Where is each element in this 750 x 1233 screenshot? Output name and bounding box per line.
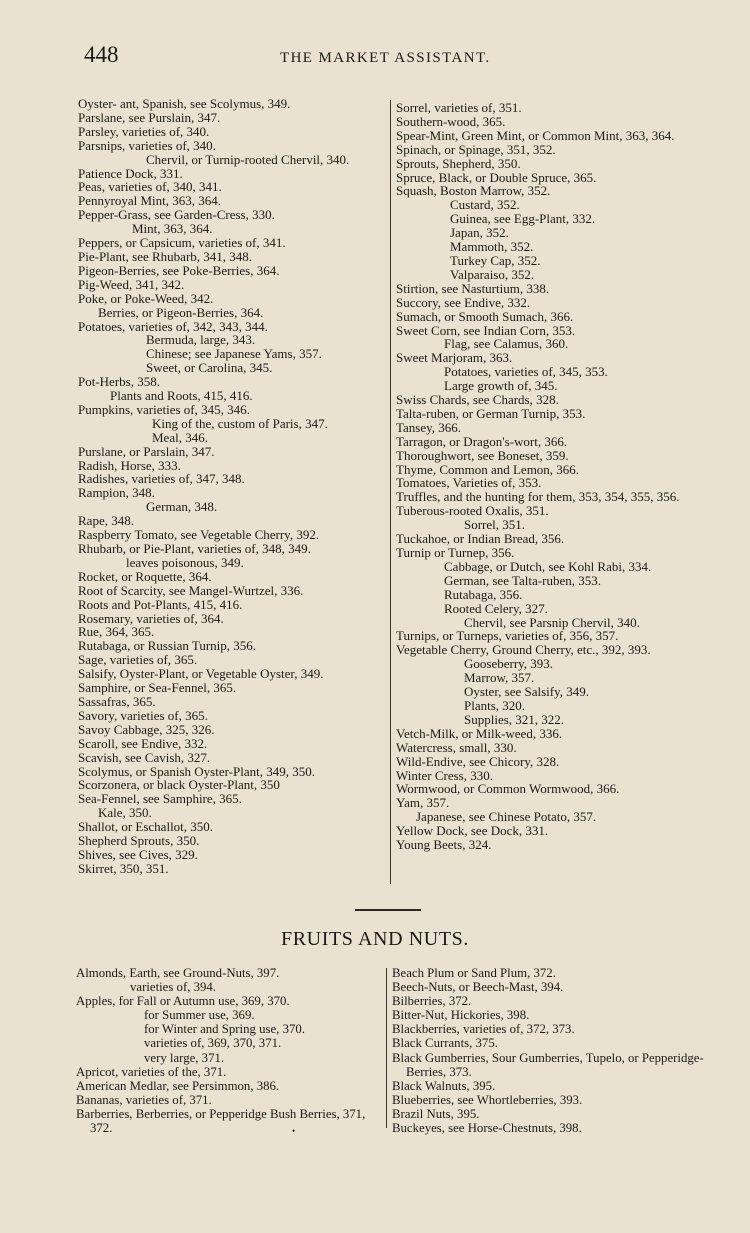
index-entry: Parslane, see Purslain, 347. bbox=[78, 109, 221, 125]
index-entry: Samphire, or Sea-Fennel, 365. bbox=[78, 680, 237, 696]
index-entry: Roots and Pot-Plants, 415, 416. bbox=[78, 596, 243, 612]
index-entry: Almonds, Earth, see Ground-Nuts, 397. bbox=[76, 966, 280, 980]
index-entry: Custard, 352. bbox=[450, 197, 520, 213]
index-entry: Savoy Cabbage, 325, 326. bbox=[78, 721, 215, 737]
index-entry: Rue, 364, 365. bbox=[78, 624, 155, 640]
index-entry: for Summer use, 369. bbox=[144, 1008, 255, 1023]
index-entry: Kale, 350. bbox=[98, 805, 152, 821]
index-entry: Sorrel, 351. bbox=[464, 517, 526, 533]
index-entry: Chinese; see Japanese Yams, 357. bbox=[146, 346, 322, 362]
index-entry: Yam, 357. bbox=[396, 795, 450, 811]
index-entry: varieties of, 369, 370, 371. bbox=[144, 1036, 282, 1051]
index-entry: Rutabaga, or Russian Turnip, 356. bbox=[78, 638, 257, 654]
index-entry: Rooted Celery, 327. bbox=[444, 600, 548, 616]
index-entry: Cabbage, or Dutch, see Kohl Rabi, 334. bbox=[444, 558, 652, 574]
index-entry: Pig-Weed, 341, 342. bbox=[78, 276, 185, 292]
index-entry: Tansey, 366. bbox=[396, 419, 462, 435]
index-entry: Sweet, or Carolina, 345. bbox=[146, 360, 273, 376]
index-entry: Scolymus, or Spanish Oyster-Plant, 349, 350. bbox=[78, 763, 315, 779]
index-entry: Spear-Mint, Green Mint, or Common Mint, 363, 364. bbox=[396, 127, 675, 143]
index-entry: Sorrel, varieties of, 351. bbox=[396, 100, 522, 115]
index-entry: Vetch-Milk, or Milk-weed, 336. bbox=[396, 725, 563, 741]
index-entry: Blueberries, see Whortleberries, 393. bbox=[392, 1092, 583, 1107]
index-entry: Pepper-Grass, see Garden-Cress, 330. bbox=[78, 207, 275, 223]
index-entry: Talta-ruben, or German Turnip, 353. bbox=[396, 405, 586, 421]
index-entry: Rape, 348. bbox=[78, 513, 134, 529]
index-entry: Potatoes, varieties of, 342, 343, 344. bbox=[78, 318, 268, 334]
index-entry: Salsify, Oyster-Plant, or Vegetable Oyster, 349. bbox=[78, 666, 324, 682]
index-entry: Japan, 352. bbox=[450, 225, 509, 241]
index-entry: Valparaiso, 352. bbox=[450, 266, 535, 282]
index-entry: Pigeon-Berries, see Poke-Berries, 364. bbox=[78, 262, 280, 278]
index-entry: Bitter-Nut, Hickories, 398. bbox=[392, 1008, 530, 1023]
index-entry: Oyster- ant, Spanish, see Scolymus, 349. bbox=[78, 96, 291, 111]
index-entry: Sea-Fennel, see Samphire, 365. bbox=[78, 791, 242, 807]
index-entry: Plants, 320. bbox=[464, 697, 526, 713]
index-entry: Bananas, varieties of, 371. bbox=[76, 1092, 212, 1107]
index-entry: Shepherd Sprouts, 350. bbox=[78, 833, 200, 849]
index-entry: Shallot, or Eschallot, 350. bbox=[78, 819, 214, 835]
index-entry: Rocket, or Roquette, 364. bbox=[78, 568, 212, 584]
index-entry: Radish, Horse, 333. bbox=[78, 457, 181, 473]
index-entry: Parsley, varieties of, 340. bbox=[78, 123, 210, 139]
page-number: 448 bbox=[84, 42, 119, 67]
index-entry: Southern-wood, 365. bbox=[396, 113, 506, 129]
index-entry: Mammoth, 352. bbox=[450, 239, 534, 255]
index-entry: King of the, custom of Paris, 347. bbox=[152, 415, 328, 431]
index-entry: Blackberries, varieties of, 372, 373. bbox=[392, 1022, 575, 1037]
index-entry: Tomatoes, Varieties of, 353. bbox=[396, 475, 542, 491]
printer-mark: • bbox=[292, 1126, 296, 1136]
index-entry: German, 348. bbox=[146, 499, 218, 515]
index-entry: Sweet Marjoram, 363. bbox=[396, 350, 513, 366]
index-entry: Spinach, or Spinage, 351, 352. bbox=[396, 141, 556, 157]
fruits-column-left bbox=[76, 966, 386, 1135]
index-entry: Sassafras, 365. bbox=[78, 693, 156, 709]
index-entry: Wormwood, or Common Wormwood, 366. bbox=[396, 781, 620, 797]
section-divider bbox=[355, 909, 421, 911]
index-entry: Berries, or Pigeon-Berries, 364. bbox=[98, 304, 264, 320]
index-entry: Purslane, or Parslain, 347. bbox=[78, 443, 215, 459]
index-entry: Winter Cress, 330. bbox=[396, 767, 493, 783]
index-entry: Skirret, 350, 351. bbox=[78, 860, 169, 876]
index-entry: Turkey Cap, 352. bbox=[450, 252, 541, 268]
index-entry: Barberries, Berberries, or Pepperidge Bush Berries, 371, 372. bbox=[76, 1106, 366, 1136]
index-entry: Black Currants, 375. bbox=[392, 1036, 498, 1051]
index-entry: for Winter and Spring use, 370. bbox=[144, 1022, 305, 1037]
index-entry: Meal, 346. bbox=[152, 429, 208, 445]
index-entry: Peppers, or Capsicum, varieties of, 341. bbox=[78, 235, 286, 251]
fruits-column-right bbox=[392, 966, 704, 1135]
index-entry: Sumach, or Smooth Sumach, 366. bbox=[396, 308, 574, 324]
index-entry: Turnips, or Turneps, varieties of, 356, 357. bbox=[396, 628, 619, 644]
index-entry: American Medlar, see Persimmon, 386. bbox=[76, 1078, 280, 1093]
index-entry: Thoroughwort, see Boneset, 359. bbox=[396, 447, 569, 463]
index-entry: Sage, varieties of, 365. bbox=[78, 652, 198, 668]
index-entry: Truffles, and the hunting for them, 353, 354, 355, 356. bbox=[396, 489, 680, 505]
index-entry: Black Walnuts, 395. bbox=[392, 1078, 496, 1093]
index-entry: Wild-Endive, see Chicory, 328. bbox=[396, 753, 560, 769]
index-entry: Mint, 363, 364. bbox=[132, 221, 213, 237]
index-entry: Apples, for Fall or Autumn use, 369, 370. bbox=[76, 994, 290, 1009]
index-entry: Scaroll, see Endive, 332. bbox=[78, 735, 208, 751]
index-entry: Pot-Herbs, 358. bbox=[78, 374, 160, 390]
column-rule-fruits bbox=[386, 968, 387, 1128]
index-entry: Pumpkins, varieties of, 345, 346. bbox=[78, 401, 250, 417]
index-entry: Large growth of, 345. bbox=[444, 378, 558, 394]
index-entry: Rosemary, varieties of, 364. bbox=[78, 610, 224, 626]
index-entry: Potatoes, varieties of, 345, 353. bbox=[444, 364, 608, 380]
index-entry: Watercress, small, 330. bbox=[396, 739, 517, 755]
index-entry: Parsnips, varieties of, 340. bbox=[78, 137, 216, 153]
index-entry: Guinea, see Egg-Plant, 332. bbox=[450, 211, 596, 227]
index-entry: Flag, see Calamus, 360. bbox=[444, 336, 569, 352]
index-entry: Buckeyes, see Horse-Chestnuts, 398. bbox=[392, 1121, 582, 1136]
index-entry: Black Gumberries, Sour Gumberries, Tupelo, or Pepperidge-Berries, 373. bbox=[392, 1050, 704, 1079]
index-entry: very large, 371. bbox=[144, 1050, 225, 1065]
index-entry: Rampion, 348. bbox=[78, 485, 155, 501]
index-entry: Thyme, Common and Lemon, 366. bbox=[396, 461, 580, 477]
index-entry: Supplies, 321, 322. bbox=[464, 711, 565, 727]
index-entry: Succory, see Endive, 332. bbox=[396, 294, 531, 310]
index-entry: Savory, varieties of, 365. bbox=[78, 707, 208, 723]
section-title: FRUITS AND NUTS. bbox=[281, 928, 469, 950]
index-entry: Beach Plum or Sand Plum, 372. bbox=[392, 966, 556, 980]
index-entry: Apricot, varieties of the, 371. bbox=[76, 1064, 227, 1079]
index-entry: Raspberry Tomato, see Vegetable Cherry, 392. bbox=[78, 527, 320, 543]
index-entry: Rhubarb, or Pie-Plant, varieties of, 348, 349. bbox=[78, 541, 311, 556]
index-entry: Bermuda, large, 343. bbox=[146, 332, 256, 348]
index-entry: Radishes, varieties of, 347, 348. bbox=[78, 471, 245, 487]
index-entry: Scavish, see Cavish, 327. bbox=[78, 749, 211, 765]
index-entry: Young Beets, 324. bbox=[396, 837, 492, 853]
index-entry: Scorzonera, or black Oyster-Plant, 350 bbox=[78, 777, 280, 793]
index-entry: Chervil, or Turnip-rooted Chervil, 340. bbox=[146, 151, 350, 167]
index-entry: Patience Dock, 331. bbox=[78, 165, 183, 181]
index-entry: Shives, see Cives, 329. bbox=[78, 846, 198, 862]
index-entry: Squash, Boston Marrow, 352. bbox=[396, 183, 551, 199]
index-column-left bbox=[78, 97, 390, 876]
index-entry: Pie-Plant, see Rhubarb, 341, 348. bbox=[78, 248, 253, 264]
index-entry: Oyster, see Salsify, 349. bbox=[464, 684, 590, 700]
index-entry: Turnip or Turnep, 356. bbox=[396, 545, 515, 560]
index-column-right bbox=[396, 101, 708, 852]
index-entry: Peas, varieties of, 340, 341. bbox=[78, 179, 222, 195]
index-entry: Stirtion, see Nasturtium, 338. bbox=[396, 280, 550, 296]
page-header bbox=[84, 42, 716, 76]
index-entry: varieties of, 394. bbox=[130, 980, 216, 995]
index-entry: Yellow Dock, see Dock, 331. bbox=[396, 823, 549, 839]
index-entry: leaves poisonous, 349. bbox=[126, 554, 244, 570]
index-entry: Chervil, see Parsnip Chervil, 340. bbox=[464, 614, 640, 630]
index-entry: Bilberries, 372. bbox=[392, 994, 472, 1009]
running-title: THE MARKET ASSISTANT. bbox=[280, 50, 491, 66]
index-entry: German, see Talta-ruben, 353. bbox=[444, 572, 601, 588]
index-entry: Sprouts, Shepherd, 350. bbox=[396, 155, 521, 171]
index-entry: Tuckahoe, or Indian Bread, 356. bbox=[396, 531, 565, 547]
index-entry: Poke, or Poke-Weed, 342. bbox=[78, 290, 214, 306]
index-entry: Rutabaga, 356. bbox=[444, 586, 523, 602]
index-entry: Spruce, Black, or Double Spruce, 365. bbox=[396, 169, 597, 185]
index-entry: Plants and Roots, 415, 416. bbox=[110, 388, 253, 404]
column-rule bbox=[390, 100, 391, 884]
index-entry: Marrow, 357. bbox=[464, 670, 535, 686]
index-entry: Tuberous-rooted Oxalis, 351. bbox=[396, 503, 549, 519]
index-entry: Tarragon, or Dragon's-wort, 366. bbox=[396, 433, 568, 449]
index-entry: Root of Scarcity, see Mangel-Wurtzel, 336. bbox=[78, 582, 304, 598]
index-entry: Sweet Corn, see Indian Corn, 353. bbox=[396, 322, 576, 338]
index-entry: Vegetable Cherry, Ground Cherry, etc., 392, 393. bbox=[396, 642, 651, 658]
index-entry: Japanese, see Chinese Potato, 357. bbox=[416, 809, 597, 825]
index-entry: Pennyroyal Mint, 363, 364. bbox=[78, 193, 221, 209]
index-entry: Brazil Nuts, 395. bbox=[392, 1106, 480, 1121]
index-entry: Gooseberry, 393. bbox=[464, 656, 554, 672]
index-entry: Swiss Chards, see Chards, 328. bbox=[396, 392, 559, 408]
index-entry: Beech-Nuts, or Beech-Mast, 394. bbox=[392, 980, 564, 995]
